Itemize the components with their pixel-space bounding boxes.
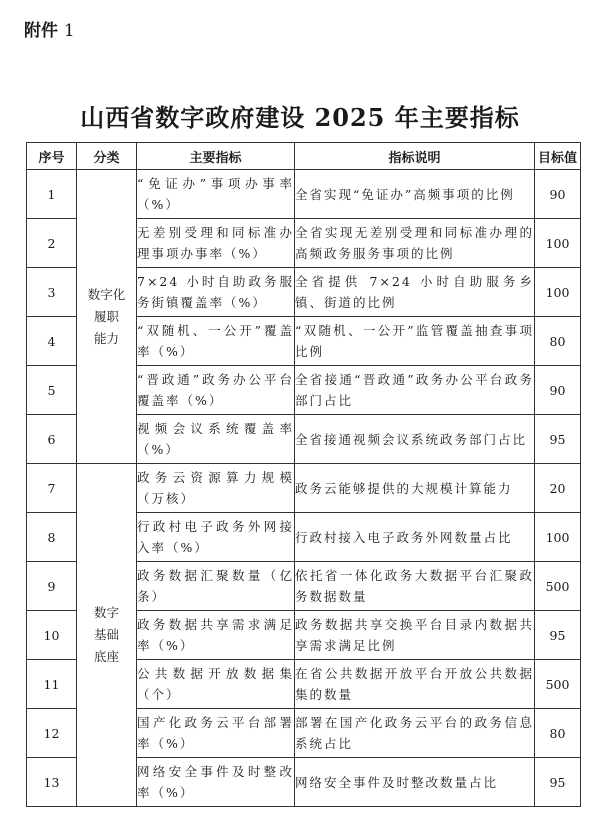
target-value: 500 [535, 562, 581, 611]
category-line: 底座 [93, 649, 119, 664]
description-cell: 全省实现无差别受理和同标准办理的高频政务服务事项的比例 [295, 219, 535, 268]
category-line: 基础 [93, 627, 119, 642]
target-value: 100 [535, 268, 581, 317]
target-value: 80 [535, 317, 581, 366]
indicator-cell: 网络安全事件及时整改率（%） [137, 758, 295, 807]
row-number: 7 [27, 464, 77, 513]
description-cell: 部署在国产化政务云平台的政务信息系统占比 [295, 709, 535, 758]
description-cell: 行政村接入电子政务外网数量占比 [295, 513, 535, 562]
row-number: 13 [27, 758, 77, 807]
table-row [27, 464, 581, 513]
header-indicator: 主要指标 [137, 143, 295, 170]
indicator-cell: “双随机、一公开”覆盖率（%） [137, 317, 295, 366]
row-number: 9 [27, 562, 77, 611]
table-header-row [27, 143, 581, 170]
target-value: 100 [535, 513, 581, 562]
attachment-label [24, 16, 75, 41]
header-target: 目标值 [535, 143, 581, 170]
category-line: 数字 [93, 605, 119, 620]
description-cell: 在省公共数据开放平台开放公共数据集的数量 [295, 660, 535, 709]
indicator-cell: 行政村电子政务外网接入率（%） [137, 513, 295, 562]
target-value: 90 [535, 170, 581, 219]
row-number: 5 [27, 366, 77, 415]
target-value: 100 [535, 219, 581, 268]
attachment-number: 1 [63, 21, 75, 41]
category-line: 数字化 [87, 286, 126, 302]
indicator-table [26, 142, 581, 807]
indicator-cell: 7×24 小时自助政务服务街镇覆盖率（%） [137, 268, 295, 317]
row-number: 4 [27, 317, 77, 366]
attachment-text: 附件 [24, 21, 58, 41]
row-number: 12 [27, 709, 77, 758]
table-row [27, 170, 581, 219]
row-number: 8 [27, 513, 77, 562]
category-cell [77, 464, 137, 807]
target-value: 80 [535, 709, 581, 758]
target-value: 500 [535, 660, 581, 709]
row-number: 2 [27, 219, 77, 268]
description-cell: 网络安全事件及时整改数量占比 [295, 758, 535, 807]
category-cell [77, 170, 137, 464]
row-number: 1 [27, 170, 77, 219]
target-value: 95 [535, 758, 581, 807]
description-cell: 全省提供 7×24 小时自助服务乡镇、街道的比例 [295, 268, 535, 317]
description-cell: 依托省一体化政务大数据平台汇聚政务数据数量 [295, 562, 535, 611]
indicator-cell: 政务云资源算力规模（万核） [137, 464, 295, 513]
description-cell: 全省实现“免证办”高频事项的比例 [295, 170, 535, 219]
target-value: 95 [535, 415, 581, 464]
description-cell: 政务云能够提供的大规模计算能力 [295, 464, 535, 513]
row-number: 6 [27, 415, 77, 464]
target-value: 90 [535, 366, 581, 415]
indicator-cell: 国产化政务云平台部署率（%） [137, 709, 295, 758]
header-description: 指标说明 [295, 143, 535, 170]
row-number: 3 [27, 268, 77, 317]
header-category: 分类 [77, 143, 137, 170]
description-cell: 全省接通“晋政通”政务办公平台政务部门占比 [295, 366, 535, 415]
table-body [27, 170, 581, 807]
target-value: 20 [535, 464, 581, 513]
indicator-cell: 政务数据共享需求满足率（%） [137, 611, 295, 660]
category-line: 履职 [93, 308, 119, 324]
indicator-cell: “免证办”事项办事率（%） [137, 170, 295, 219]
description-cell: 全省接通视频会议系统政务部门占比 [295, 415, 535, 464]
indicator-cell: 公共数据开放数据集（个） [137, 660, 295, 709]
page-title: 山西省数字政府建设 2025 年主要指标 [80, 103, 520, 132]
indicator-cell: 政务数据汇聚数量（亿条） [137, 562, 295, 611]
indicator-cell: “晋政通”政务办公平台覆盖率（%） [137, 366, 295, 415]
description-cell: “双随机、一公开”监管覆盖抽查事项比例 [295, 317, 535, 366]
row-number: 10 [27, 611, 77, 660]
description-cell: 政务数据共享交换平台目录内数据共享需求满足比例 [295, 611, 535, 660]
row-number: 11 [27, 660, 77, 709]
category-line: 能力 [93, 330, 119, 346]
target-value: 95 [535, 611, 581, 660]
indicator-cell: 无差别受理和同标准办理事项办事率（%） [137, 219, 295, 268]
header-no: 序号 [27, 143, 77, 170]
indicator-cell: 视频会议系统覆盖率（%） [137, 415, 295, 464]
